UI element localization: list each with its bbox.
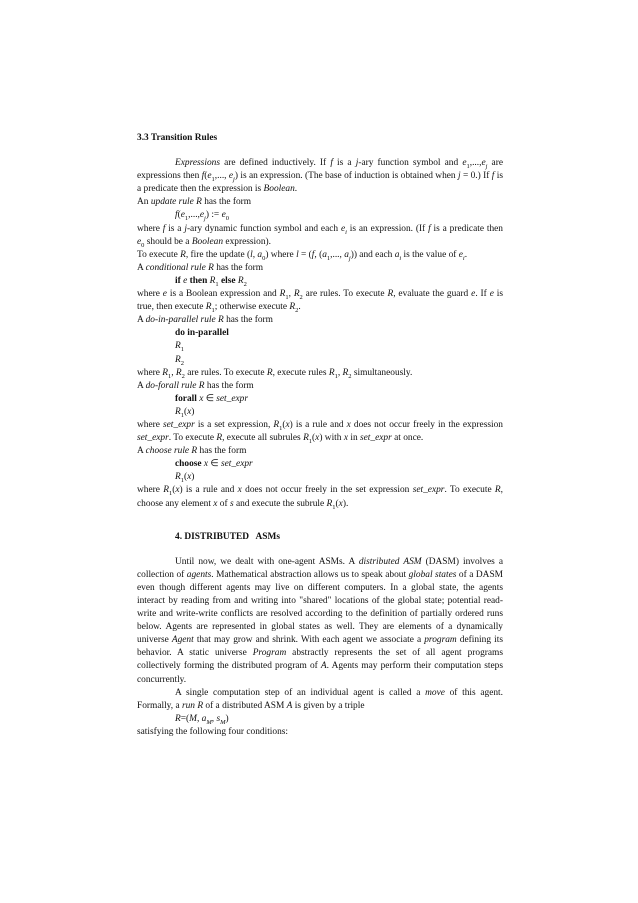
section-heading-transition-rules: 3.3 Transition Rules — [137, 133, 218, 143]
conditional-rule-intro: A conditional rule R has the form — [137, 262, 264, 273]
section-heading-distributed-asms: 4. DISTRIBUTED ASMs — [175, 531, 280, 542]
document-page — [137, 132, 503, 739]
run-triple: R=(M, $a_M$, $s_M$) — [175, 713, 229, 726]
parallel-rule-intro: A do-in-parallel rule R has the form — [137, 315, 273, 326]
conditional-rule-form: if e then $R_1$ else $R_2$ — [175, 275, 247, 288]
choose-rule-desc: where $R_1(x)$ is a rule and x does not occur freely in the set expression set_expr. To execute R, choose any element x of s and execute the subrule $R_1(x)$. — [137, 485, 503, 511]
update-rule-exec: To execute R, fire the update (l, $a_0$) where l = (f, ($a_1$,..., $a_j$)) and each $a_i$ is the value of $e_i$. — [137, 249, 468, 262]
choose-rule-intro: A choose rule R has the form — [137, 446, 247, 457]
parallel-rule-r1: $R_1$ — [175, 341, 184, 354]
paragraph-conditions: satisfying the following four conditions: — [137, 726, 289, 737]
paragraph-expressions: Expressions are defined inductively. If f is a j-ary function symbol and $e_1,...,e_j$ are expressions then $f(e_1$,..., $e_j$) is an expression. (The base of induction is obtained when j = 0.) If f is a predicate then the expression is Boolean. — [137, 158, 504, 195]
forall-rule-body: $R_1(x)$ — [175, 406, 195, 419]
update-rule-desc: where f is a j-ary dynamic function symbol and each $e_i$ is an expression. (If f is a predicate then $e_0$ should be a Boolean expression). — [137, 223, 503, 249]
choose-rule-body: $R_1(x)$ — [175, 472, 195, 485]
parallel-rule-desc: where $R_1$, $R_2$ are rules. To execute R, execute rules $R_1$, $R_2$ simultaneously. — [137, 367, 413, 380]
forall-rule-form: forall x ∈ set_expr — [175, 393, 249, 404]
choose-rule-form: choose x ∈ set_expr — [175, 459, 253, 470]
forall-rule-intro: A do-forall rule R has the form — [137, 380, 254, 391]
paragraph-move-run: A single computation step of an individual agent is called a move of this agent. Formally, a run R of a distributed ASM A is given by a triple — [137, 687, 503, 711]
update-rule-form: $f(e_1,...,e_j)$ := $e_0$ — [175, 210, 229, 223]
update-rule-intro: An update rule R has the form — [137, 197, 252, 208]
forall-rule-desc: where set_expr is a set expression, $R_1(x)$ is a rule and x does not occur freely in the expression set_expr. To execute R, execute all subrules $R_1(x)$ with x in set_expr at once. — [137, 419, 503, 445]
conditional-rule-desc: where e is a Boolean expression and $R_1$, $R_2$ are rules. To execute R, evaluate the guard e. If e is true, then execute $R_1$; otherwise execute $R_2$. — [137, 289, 504, 314]
parallel-rule-r2: $R_2$ — [175, 354, 184, 367]
parallel-rule-keyword: do in-parallel — [175, 328, 229, 339]
paragraph-distributed-asm: Until now, we dealt with one-agent ASMs. A distributed ASM (DASM) involves a collection of agents. Mathematical abstraction allows us to speak about global states of a DASM even though different agents may live on different computers. In a global state, the agents interact by reading from and writing into "shared" locations of the global state; potential read-write and write-write conflicts are resolved according to the definition of partially ordered runs below. Agents are represented in global states as well. They are elements of a dynamically universe Agent that may grow and shrink. With each agent we associate a program defining its behavior. A static universe Program abstractly represents the set of all agent programs collectively forming the distributed program of A. Agents may perform their computation steps concurrently. — [137, 556, 503, 685]
